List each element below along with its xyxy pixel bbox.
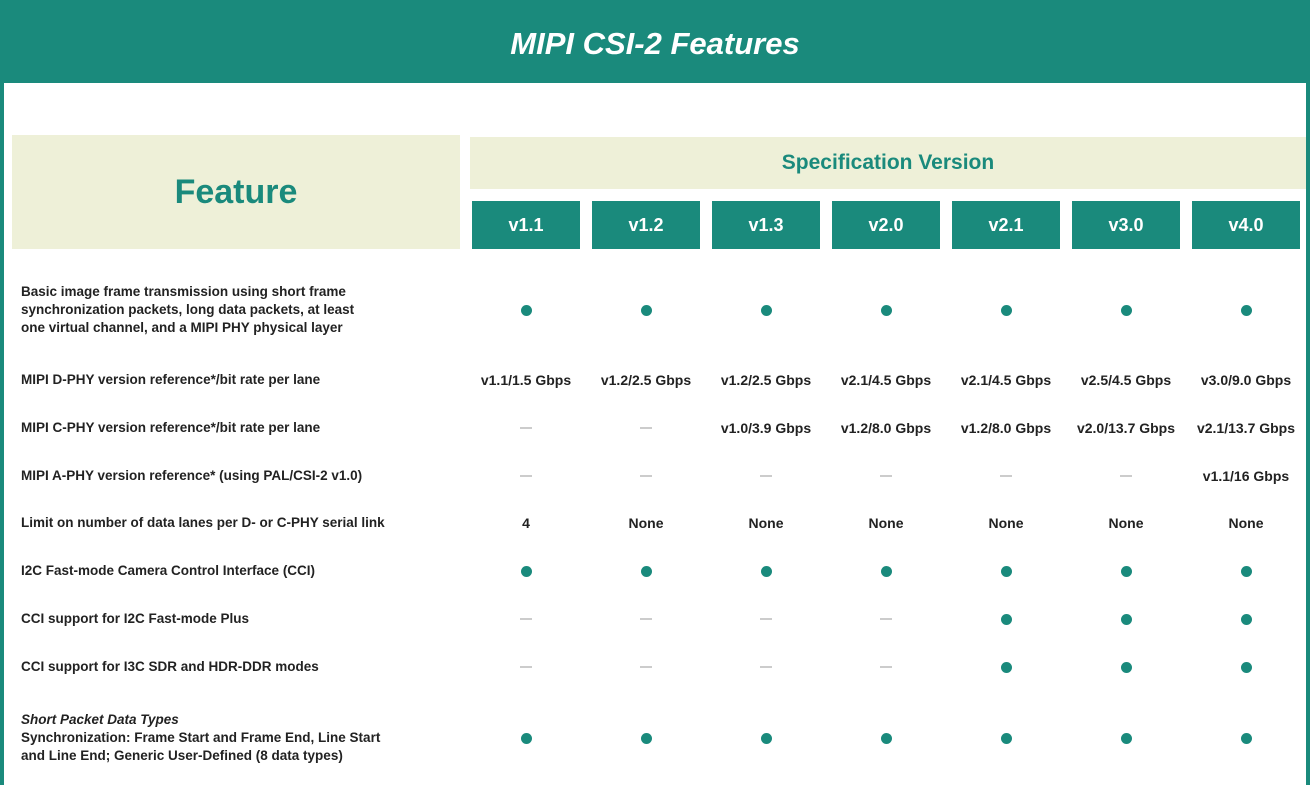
supported-dot-icon xyxy=(1001,566,1012,577)
supported-dot-icon xyxy=(1001,733,1012,744)
supported-dot-icon xyxy=(1001,305,1012,316)
feature-subtitle: Short Packet Data Types xyxy=(21,712,179,727)
feature-label-line: CCI support for I2C Fast-mode Plus xyxy=(21,611,250,626)
cell-v1-3 xyxy=(704,262,828,358)
cell-v2-0: v2.1/4.5 Gbps xyxy=(840,372,932,388)
cell-v1-2 xyxy=(584,697,708,779)
supported-dot-icon xyxy=(521,305,532,316)
feature-label xyxy=(21,262,461,358)
cell-v1-3 xyxy=(704,697,828,779)
supported-dot-icon xyxy=(1241,566,1252,577)
cell-v4-0 xyxy=(1184,649,1308,685)
table-row xyxy=(4,553,1306,589)
feature-label xyxy=(21,458,461,494)
not-supported-dash-icon xyxy=(760,475,772,477)
feature-label xyxy=(21,649,461,685)
feature-column-header: Feature xyxy=(12,135,460,249)
feature-label-line: CCI support for I3C SDR and HDR-DDR modes xyxy=(21,659,319,674)
supported-dot-icon xyxy=(521,566,532,577)
feature-label xyxy=(21,697,461,779)
cell-v3-0 xyxy=(1064,649,1188,685)
cell-v1-2 xyxy=(584,410,708,446)
cell-v3-0: v2.5/4.5 Gbps xyxy=(1080,372,1172,388)
supported-dot-icon xyxy=(1001,662,1012,673)
cell-v2-0 xyxy=(824,601,948,637)
supported-dot-icon xyxy=(1121,614,1132,625)
page-title: MIPI CSI-2 Features xyxy=(4,4,1306,83)
feature-label-line: I2C Fast-mode Camera Control Interface (CCI) xyxy=(21,563,316,578)
supported-dot-icon xyxy=(1241,305,1252,316)
not-supported-dash-icon xyxy=(520,475,532,477)
cell-v1-3 xyxy=(704,601,828,637)
cell-v4-0 xyxy=(1184,553,1308,589)
supported-dot-icon xyxy=(1241,733,1252,744)
supported-dot-icon xyxy=(521,733,532,744)
cell-v2-1 xyxy=(944,553,1068,589)
cell-v2-0 xyxy=(824,697,948,779)
supported-dot-icon xyxy=(761,566,772,577)
cell-v3-0 xyxy=(1064,262,1188,358)
not-supported-dash-icon xyxy=(760,618,772,620)
supported-dot-icon xyxy=(881,305,892,316)
cell-v4-0 xyxy=(1184,262,1308,358)
cell-v1-2: v1.2/2.5 Gbps xyxy=(600,372,692,388)
cell-v4-0 xyxy=(1184,601,1308,637)
cell-v4-0: v3.0/9.0 Gbps xyxy=(1200,372,1292,388)
supported-dot-icon xyxy=(641,305,652,316)
cell-v1-1 xyxy=(464,410,588,446)
feature-label xyxy=(21,410,461,446)
supported-dot-icon xyxy=(641,733,652,744)
cell-v1-2 xyxy=(584,262,708,358)
feature-label-line: Basic image frame transmission using short frame xyxy=(21,284,346,299)
table-row xyxy=(4,601,1306,637)
supported-dot-icon xyxy=(1241,614,1252,625)
feature-label xyxy=(21,505,461,541)
not-supported-dash-icon xyxy=(520,427,532,429)
version-header-v1-3: v1.3 xyxy=(712,201,820,249)
cell-v1-3: v1.0/3.9 Gbps xyxy=(720,420,812,436)
cell-v1-2 xyxy=(584,601,708,637)
cell-v1-1: 4 xyxy=(522,515,530,531)
cell-v3-0 xyxy=(1064,458,1188,494)
cell-v1-3 xyxy=(704,649,828,685)
cell-v2-1: None xyxy=(988,515,1024,531)
cell-v3-0: None xyxy=(1108,515,1144,531)
supported-dot-icon xyxy=(1001,614,1012,625)
cell-v2-0 xyxy=(824,262,948,358)
cell-v1-2 xyxy=(584,458,708,494)
not-supported-dash-icon xyxy=(640,666,652,668)
cell-v3-0 xyxy=(1064,601,1188,637)
supported-dot-icon xyxy=(761,733,772,744)
feature-label xyxy=(21,362,461,398)
table-row xyxy=(4,458,1306,494)
cell-v1-1 xyxy=(464,601,588,637)
not-supported-dash-icon xyxy=(1000,475,1012,477)
feature-label-line: synchronization packets, long data packets, at least xyxy=(21,302,355,317)
not-supported-dash-icon xyxy=(520,618,532,620)
cell-v2-0: None xyxy=(868,515,904,531)
cell-v3-0 xyxy=(1064,553,1188,589)
cell-v4-0: v2.1/13.7 Gbps xyxy=(1196,420,1296,436)
supported-dot-icon xyxy=(1121,733,1132,744)
feature-label-line: one virtual channel, and a MIPI PHY physical layer xyxy=(21,320,343,335)
supported-dot-icon xyxy=(881,566,892,577)
feature-label-line: MIPI C-PHY version reference*/bit rate per lane xyxy=(21,420,321,435)
cell-v1-1 xyxy=(464,262,588,358)
not-supported-dash-icon xyxy=(880,618,892,620)
cell-v4-0: None xyxy=(1228,515,1264,531)
not-supported-dash-icon xyxy=(640,427,652,429)
table-row xyxy=(4,505,1306,541)
cell-v1-1 xyxy=(464,697,588,779)
feature-label xyxy=(21,601,461,637)
cell-v2-0: v1.2/8.0 Gbps xyxy=(840,420,932,436)
cell-v1-3: v1.2/2.5 Gbps xyxy=(720,372,812,388)
version-header-v1-1: v1.1 xyxy=(472,201,580,249)
cell-v1-1 xyxy=(464,458,588,494)
cell-v1-1 xyxy=(464,553,588,589)
not-supported-dash-icon xyxy=(880,666,892,668)
not-supported-dash-icon xyxy=(880,475,892,477)
supported-dot-icon xyxy=(1121,662,1132,673)
cell-v2-0 xyxy=(824,553,948,589)
cell-v2-1 xyxy=(944,649,1068,685)
version-header-v4-0: v4.0 xyxy=(1192,201,1300,249)
cell-v1-3 xyxy=(704,458,828,494)
spec-version-header: Specification Version xyxy=(470,137,1306,189)
table-row xyxy=(4,262,1306,358)
not-supported-dash-icon xyxy=(640,618,652,620)
version-header-v2-1: v2.1 xyxy=(952,201,1060,249)
cell-v2-1 xyxy=(944,262,1068,358)
cell-v2-0 xyxy=(824,458,948,494)
cell-v2-1 xyxy=(944,601,1068,637)
version-header-v1-2: v1.2 xyxy=(592,201,700,249)
cell-v1-1 xyxy=(464,649,588,685)
cell-v1-3 xyxy=(704,553,828,589)
table-row xyxy=(4,697,1306,779)
cell-v2-0 xyxy=(824,649,948,685)
cell-v2-1 xyxy=(944,458,1068,494)
supported-dot-icon xyxy=(761,305,772,316)
not-supported-dash-icon xyxy=(520,666,532,668)
table-row xyxy=(4,362,1306,398)
feature-label-line: Synchronization: Frame Start and Frame End, Line Start xyxy=(21,730,381,745)
feature-label-line: MIPI A-PHY version reference* (using PAL/CSI-2 v1.0) xyxy=(21,468,363,483)
feature-label-line: and Line End; Generic User-Defined (8 data types) xyxy=(21,748,343,763)
cell-v2-1: v2.1/4.5 Gbps xyxy=(960,372,1052,388)
cell-v3-0: v2.0/13.7 Gbps xyxy=(1076,420,1176,436)
cell-v4-0: v1.1/16 Gbps xyxy=(1202,468,1290,484)
not-supported-dash-icon xyxy=(760,666,772,668)
feature-label-line: Limit on number of data lanes per D- or C-PHY serial link xyxy=(21,515,385,530)
supported-dot-icon xyxy=(1121,305,1132,316)
feature-label xyxy=(21,553,461,589)
supported-dot-icon xyxy=(881,733,892,744)
feature-label-line: MIPI D-PHY version reference*/bit rate per lane xyxy=(21,372,321,387)
cell-v1-3: None xyxy=(748,515,784,531)
cell-v1-2: None xyxy=(628,515,664,531)
supported-dot-icon xyxy=(1241,662,1252,673)
not-supported-dash-icon xyxy=(1120,475,1132,477)
version-header-v2-0: v2.0 xyxy=(832,201,940,249)
table-row xyxy=(4,649,1306,685)
table-row xyxy=(4,410,1306,446)
cell-v1-2 xyxy=(584,649,708,685)
cell-v2-1 xyxy=(944,697,1068,779)
cell-v4-0 xyxy=(1184,697,1308,779)
version-header-v3-0: v3.0 xyxy=(1072,201,1180,249)
cell-v3-0 xyxy=(1064,697,1188,779)
cell-v1-1: v1.1/1.5 Gbps xyxy=(480,372,572,388)
supported-dot-icon xyxy=(641,566,652,577)
cell-v2-1: v1.2/8.0 Gbps xyxy=(960,420,1052,436)
not-supported-dash-icon xyxy=(640,475,652,477)
supported-dot-icon xyxy=(1121,566,1132,577)
cell-v1-2 xyxy=(584,553,708,589)
